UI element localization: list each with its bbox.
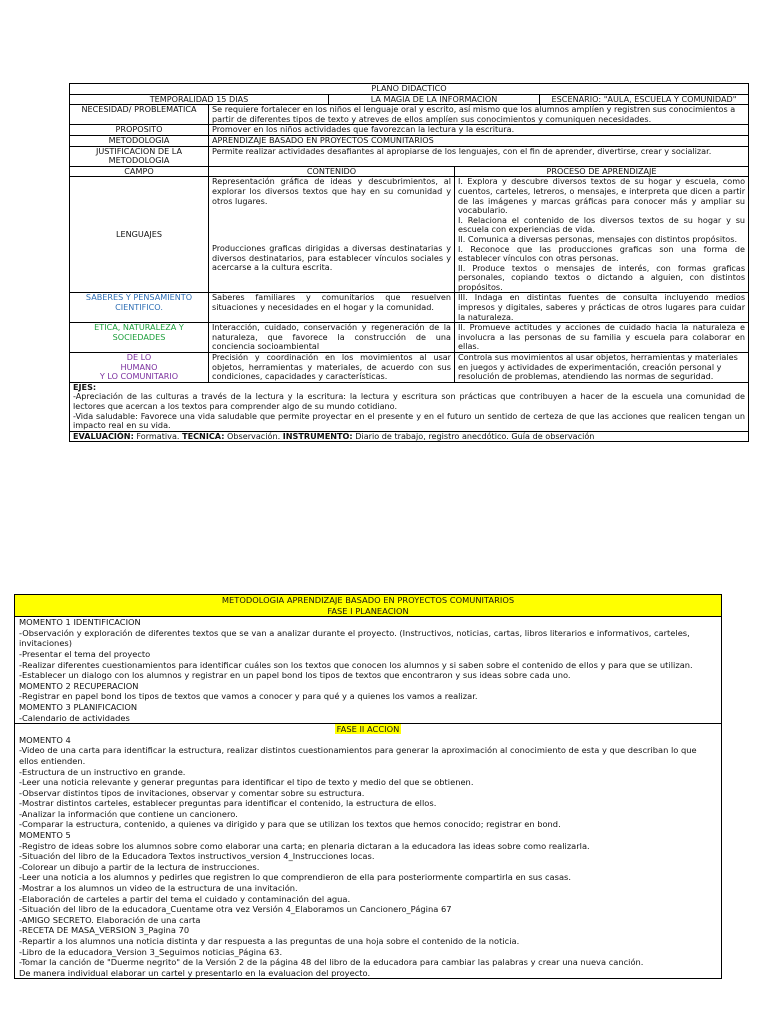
fase2-line: MOMENTO 4 bbox=[19, 734, 71, 745]
fase2-line: -Situación del libro de la educadora_Cuentame otra vez Versión 4_Elaboramos un Cancionero_Página 67 bbox=[19, 904, 452, 915]
fase2-row bbox=[15, 724, 722, 979]
necesidad-text: Se requiere fortalecer en los niños el lenguaje oral y escrito, así mismo que los alumnos amplíen y registren sus conocimientos a partir de diferentes tipos de texto y atreves de ellos amplíen sus conocimientos y comuniquen necesidades. bbox=[209, 105, 749, 125]
fase2-heading: FASE II ACCION bbox=[336, 724, 400, 735]
fase1-line: -Presentar el tema del proyecto bbox=[19, 648, 151, 659]
lenguajes-contenido-2: Producciones graficas dirigidas a diversas destinatarias y diversos destinatarios, para establecer vínculos sociales y acercarse a la cultura escrita. bbox=[212, 243, 451, 273]
humano-proceso: Controla sus movimientos al usar objetos, herramientas y materiales en juegos y actividades de experimentación, creación personal y resolución de problemas, atendiendo las normas de seguridad. bbox=[455, 353, 749, 383]
saberes-contenido: Saberes familiares y comunitarios que resuelven situaciones y necesidades en el hogar y la comunidad. bbox=[209, 293, 455, 323]
escenario: ESCENARIO: "AULA, ESCUELA Y COMUNIDAD" bbox=[540, 94, 749, 105]
justificacion-row bbox=[70, 146, 749, 166]
fase2-heading-wrap bbox=[19, 724, 717, 735]
temporalidad: TEMPORALIDAD 15 DIAS bbox=[70, 94, 329, 105]
col-campo: CAMPO bbox=[70, 166, 209, 177]
evaluacion-value: Formativa. bbox=[133, 430, 183, 441]
ejes-cell bbox=[70, 382, 749, 431]
fase2-line: -Estructura de un instructivo en grande. bbox=[19, 766, 186, 777]
fase2-line: -Repartir a los alumnos una noticia distinta y dar respuesta a las preguntas de una hoja sobre el contenido de la noticia. bbox=[19, 936, 520, 946]
plan-header-row bbox=[70, 94, 749, 105]
ejes-row bbox=[70, 382, 749, 431]
fase1-line: -Establecer un dialogo con los alumnos y registrar en un papel bond los tipos de textos que encontraron y sus ideas sobre cada uno. bbox=[19, 670, 571, 681]
tecnica-label: TECNICA: bbox=[182, 430, 225, 441]
metodologia-title-text: METODOLOGIA APRENDIZAJE BASADO EN PROYECTOS COMUNITARIOS bbox=[221, 595, 515, 605]
ejes-label: EJES: bbox=[73, 381, 97, 392]
lenguajes-row bbox=[70, 177, 749, 293]
fase2-line: -Libro de la educadora_Version 3_Seguimos noticias_Página 63. bbox=[19, 946, 283, 957]
fase1-line: -Registrar en papel bond los tipos de textos que vamos a conocer y para qué y a quienes los vamos a realizar. bbox=[19, 691, 478, 702]
lenguajes-proceso-item: II. Produce textos o mensajes de interés, con formas graficas personales, copiando textos o dictando a alguien, con distintos propósitos. bbox=[458, 262, 746, 292]
fase2-line: -Video de una carta para identificar la estructura, realizar distintos cuestionamientos para generar la aproximación al conocimiento de esta y que describan lo que ellos entienden. bbox=[19, 745, 697, 766]
fase2-line: -Mostrar distintos carteles, establecer preguntas para identificar el contenido, la estructura de ellos. bbox=[19, 798, 437, 809]
col-proceso: PROCESO DE APRENDIZAJE bbox=[455, 166, 749, 177]
evaluacion-cell bbox=[70, 431, 749, 442]
fase2-line: -Mostrar a los alumnos un video de la estructura de una invitación. bbox=[19, 883, 298, 894]
justificacion-text: Permite realizar actividades desafiantes al apropiarse de los lenguajes, con el fin de aprender, divertirse, crear y socializar. bbox=[209, 146, 749, 166]
saberes-row bbox=[70, 293, 749, 323]
fase1-line: -Realizar diferentes cuestionamientos para identificar cuáles son los textos que conocen los alumnos y si saben sobre el contenido de ellos y para que se utilizan. bbox=[19, 659, 693, 670]
metodologia-table bbox=[14, 594, 722, 979]
eje-item: -Apreciación de las culturas a través de la lectura y la escritura: la lectura y escritura son prácticas que contribuyen a hacer de la escuela una comunidad de lectores que acercan a los textos para comprender algo de su mundo cotidiano. bbox=[73, 391, 746, 411]
justificacion-label: JUSTIFICACION DE LA METODOLOGIA bbox=[70, 146, 209, 166]
col-contenido: CONTENIDO bbox=[209, 166, 455, 177]
lenguajes-proceso-item: I. Reconoce que las producciones graficas son una forma de establecer vínculos con otras personas. bbox=[458, 243, 746, 264]
fase1-line: MOMENTO 1 IDENTIFICACION bbox=[19, 617, 141, 628]
lenguajes-proceso-item: I. Relaciona el contenido de los diversos textos de su hogar y su escuela con experiencias de vida. bbox=[458, 214, 746, 235]
fase2-line: -Tomar la canción de "Duerme negrito" de la Versión 2 de la página 48 del libro de la educadora para cambiar las palabras y crear una nueva canción. bbox=[19, 957, 644, 968]
metodologia-row bbox=[70, 135, 749, 146]
fase2-line: -AMIGO SECRETO. Elaboración de una carta bbox=[19, 914, 201, 925]
campo-humano bbox=[70, 353, 209, 383]
lenguajes-contenido-1: Representación gráfica de ideas y descubrimientos, al explorar los diversos textos que hay en su comunidad y otros lugares. bbox=[212, 176, 451, 206]
humano-row bbox=[70, 353, 749, 383]
fase2-line: De manera individual elaborar un cartel y presentarlo en la evaluacion del proyecto. bbox=[19, 967, 371, 978]
fase1-line: MOMENTO 2 RECUPERACION bbox=[19, 680, 139, 691]
necesidad-label: NECESIDAD/ PROBLEMATICA bbox=[70, 105, 209, 125]
fase2-line: -Leer una noticia relevante y generar preguntas para identificar el tipo de texto y medio del que se obtienen. bbox=[19, 777, 474, 788]
plan-title-row bbox=[70, 84, 749, 95]
etica-contenido: Interacción, cuidado, conservación y regeneración de la naturaleza, que favorece la construcción de una conciencia socioambiental bbox=[209, 323, 455, 353]
fase2-line: -Analizar la información que contiene un cancionero. bbox=[19, 808, 238, 819]
evaluacion-row bbox=[70, 431, 749, 442]
fase1-line: -Calendario de actividades bbox=[19, 712, 130, 723]
fase2-line: -Comparar la estructura, contenido, a quienes va dirigido y para que se utilizan los textos que hemos conocido; registrar en bond. bbox=[19, 819, 561, 830]
fase2-line: -Registro de ideas sobre los alumnos sobre como elaborar una carta; en plenaria dictaran a la educadora las ideas sobre como realizarla. bbox=[19, 840, 590, 851]
etica-row bbox=[70, 323, 749, 353]
fase2-line: -Leer una noticia a los alumnos y pedirles que registren lo que comprendieron de ella para posteriormente compartirla en sus casas. bbox=[19, 872, 572, 883]
campo-humano-line: DE LO bbox=[126, 352, 152, 363]
fase2-line: MOMENTO 5 bbox=[19, 830, 71, 841]
fase1-heading: FASE I PLANEACION bbox=[327, 605, 409, 616]
campo-lenguajes: LENGUAJES bbox=[70, 177, 209, 293]
fase2-line: -Elaboración de carteles a partir del tema el cuidado y contaminación del agua. bbox=[19, 893, 351, 904]
metodologia-title-row bbox=[15, 595, 722, 617]
tecnica-value: Observación. bbox=[224, 430, 283, 441]
instrumento-value: Diario de trabajo, registro anecdótico. Guía de observación bbox=[352, 430, 595, 441]
plano-didactico-table bbox=[69, 83, 749, 442]
saberes-proceso: III. Indaga en distintas fuentes de consulta incluyendo medios impresos y digitales, saberes y prácticas de otros lugares para cuidar la naturaleza. bbox=[455, 293, 749, 323]
fase2-line: -Situación del libro de la Educadora Textos instructivos_version 4_Instrucciones locas. bbox=[19, 851, 375, 862]
metodologia-title bbox=[15, 595, 722, 617]
fase2-content bbox=[15, 724, 722, 979]
lenguajes-proceso bbox=[455, 177, 749, 293]
campo-etica: ETICA, NATURALEZA Y SOCIEDADES bbox=[70, 323, 209, 353]
fase1-content bbox=[15, 617, 722, 724]
fase1-row bbox=[15, 617, 722, 724]
humano-contenido: Precisión y coordinación en los movimientos al usar objetos, herramientas y materiales, de acuerdo con sus condiciones, capacidades y características. bbox=[209, 353, 455, 383]
lenguajes-proceso-item: I. Explora y descubre diversos textos de su hogar y escuela, como cuentos, carteles, letreros, o mensajes, e interpreta que dicen a partir de las imágenes y marcas gráficas para conocer más y ampliar su vocabulario. bbox=[458, 176, 746, 216]
proposito-text: Promover en los niños actividades que favorezcan la lectura y la escritura. bbox=[209, 125, 749, 136]
fase1-line: -Observación y exploración de diferentes textos que se van a analizar durante el proyecto. (Instructivos, noticias, cartas, libros literarios e informativos, carteles, invitaciones) bbox=[19, 627, 690, 649]
evaluacion-label: EVALUACIÓN: bbox=[73, 430, 134, 441]
column-header-row bbox=[70, 166, 749, 177]
plan-title: PLANO DIDACTICO bbox=[70, 84, 749, 95]
etica-proceso: II. Promueve actitudes y acciones de cuidado hacia la naturaleza e involucra a las personas de su familia y escuela para colaborar en ellas. bbox=[455, 323, 749, 353]
proposito-label: PROPOSITO bbox=[70, 125, 209, 136]
fase2-line: -Colorear un dibujo a partir de la lectura de instrucciones. bbox=[19, 861, 260, 872]
lenguajes-contenido bbox=[209, 177, 455, 293]
eje-item: -Vida saludable: Favorece una vida saludable que permite proyectar en el presente y en el futuro un sentido de certeza de que las acciones que realicen tengan un impacto real en su vida. bbox=[73, 410, 746, 431]
lenguajes-proceso-item: II. Comunica a diversas personas, mensajes con distintos propósitos. bbox=[458, 233, 738, 244]
fase1-line: MOMENTO 3 PLANIFICACION bbox=[19, 701, 138, 712]
proposito-row bbox=[70, 125, 749, 136]
campo-humano-line: Y LO COMUNITARIO bbox=[99, 371, 179, 382]
campo-humano-line: HUMANO bbox=[120, 361, 158, 372]
fase2-line: -Observar distintos tipos de invitaciones, observar y comentar sobre su estructura. bbox=[19, 787, 365, 798]
metodologia-text: APRENDIZAJE BASADO EN PROYECTOS COMUNITARIOS bbox=[209, 135, 749, 146]
campo-saberes: SABERES Y PENSAMIENTO CIENTIFICO. bbox=[70, 293, 209, 323]
instrumento-label: INSTRUMENTO: bbox=[282, 430, 353, 441]
project-theme: LA MAGIA DE LA INFORMACION bbox=[329, 94, 540, 105]
necesidad-row bbox=[70, 105, 749, 125]
metodologia-label: METODOLOGIA bbox=[70, 135, 209, 146]
fase2-line: -RECETA DE MASA_VERSION 3_Pagina 70 bbox=[19, 925, 190, 936]
